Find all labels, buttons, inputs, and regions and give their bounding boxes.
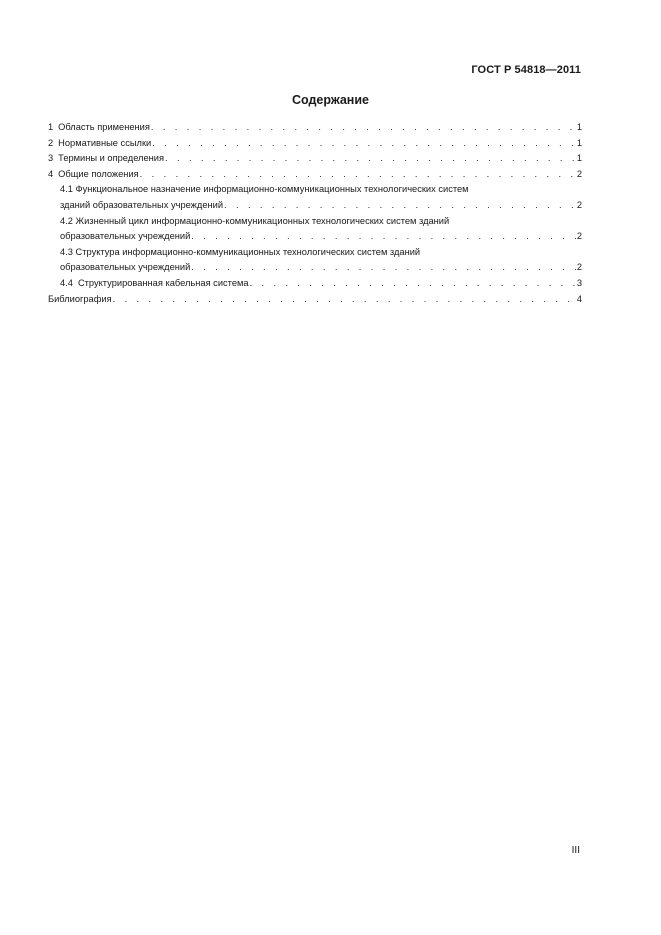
dot-leader xyxy=(140,167,576,183)
dot-leader xyxy=(191,260,576,276)
toc-title: Содержание xyxy=(291,93,369,107)
dot-leader xyxy=(152,136,576,152)
toc-entry-page: 1 xyxy=(576,122,582,132)
toc-entry-number: 4 xyxy=(48,168,54,179)
document-code: ГОСТ Р 54818—2011 xyxy=(471,64,581,76)
toc-entry-4[interactable] xyxy=(48,167,582,183)
toc-entry-bibliography[interactable] xyxy=(48,292,582,308)
toc-entry-title: Структура информационно-коммуникационных технологических систем зданий xyxy=(75,246,421,257)
toc-entry-title: Нормативные ссылки xyxy=(58,137,152,148)
toc-entry-4-4[interactable] xyxy=(48,276,582,292)
dot-leader xyxy=(250,276,576,292)
dot-leader xyxy=(224,198,576,214)
dot-leader xyxy=(113,292,576,308)
toc-entry-page: 2 xyxy=(576,168,582,179)
dot-leader xyxy=(165,151,576,167)
toc-entry-page: 4 xyxy=(576,293,582,304)
table-of-contents xyxy=(48,120,582,307)
toc-entry-page: 1 xyxy=(576,137,582,148)
toc-entry-1[interactable] xyxy=(48,120,582,136)
dot-leader xyxy=(191,229,576,245)
toc-entry-number: 3 xyxy=(48,153,54,164)
toc-entry-title: Библиография xyxy=(48,293,112,304)
toc-entry-page: 1 xyxy=(576,153,582,164)
toc-entry-4-3[interactable] xyxy=(48,245,582,276)
toc-entry-number: 4.1 xyxy=(60,184,73,195)
toc-entry-4-1[interactable] xyxy=(48,182,582,213)
toc-entry-3[interactable] xyxy=(48,151,582,167)
toc-entry-page: 2 xyxy=(576,199,582,210)
toc-entry-2[interactable] xyxy=(48,136,582,152)
toc-entry-page: 2 xyxy=(576,262,582,273)
toc-entry-title: Термины и определения xyxy=(58,153,165,164)
toc-entry-number: 2 xyxy=(48,137,54,148)
toc-entry-title: Функциональное назначение информационно-коммуникационных технологических систем xyxy=(75,184,469,195)
page-number: III xyxy=(571,845,580,856)
toc-entry-title: Жизненный цикл информационно-коммуникационных технологических систем зданий xyxy=(75,215,450,226)
toc-entry-number: 4.3 xyxy=(60,246,73,257)
toc-entry-title-cont: образовательных учреждений xyxy=(60,231,191,242)
toc-entry-number: 4.4 xyxy=(60,277,73,288)
toc-entry-title: Область применения xyxy=(58,122,150,132)
toc-entry-first-line xyxy=(48,182,582,198)
toc-entry-title: Структурированная кабельная система xyxy=(77,277,249,288)
toc-entry-first-line xyxy=(48,214,582,230)
dot-leader xyxy=(151,120,576,136)
toc-entry-number: 1 xyxy=(48,122,54,132)
toc-entry-number: 4.2 xyxy=(60,215,73,226)
toc-entry-4-2[interactable] xyxy=(48,214,582,245)
toc-entry-page: 3 xyxy=(576,277,582,288)
toc-entry-title: Общие положения xyxy=(58,168,139,179)
toc-entry-first-line xyxy=(48,245,582,261)
toc-entry-title-cont: зданий образовательных учреждений xyxy=(60,199,224,210)
toc-entry-page: 2 xyxy=(576,231,582,242)
toc-entry-title-cont: образовательных учреждений xyxy=(60,262,191,273)
